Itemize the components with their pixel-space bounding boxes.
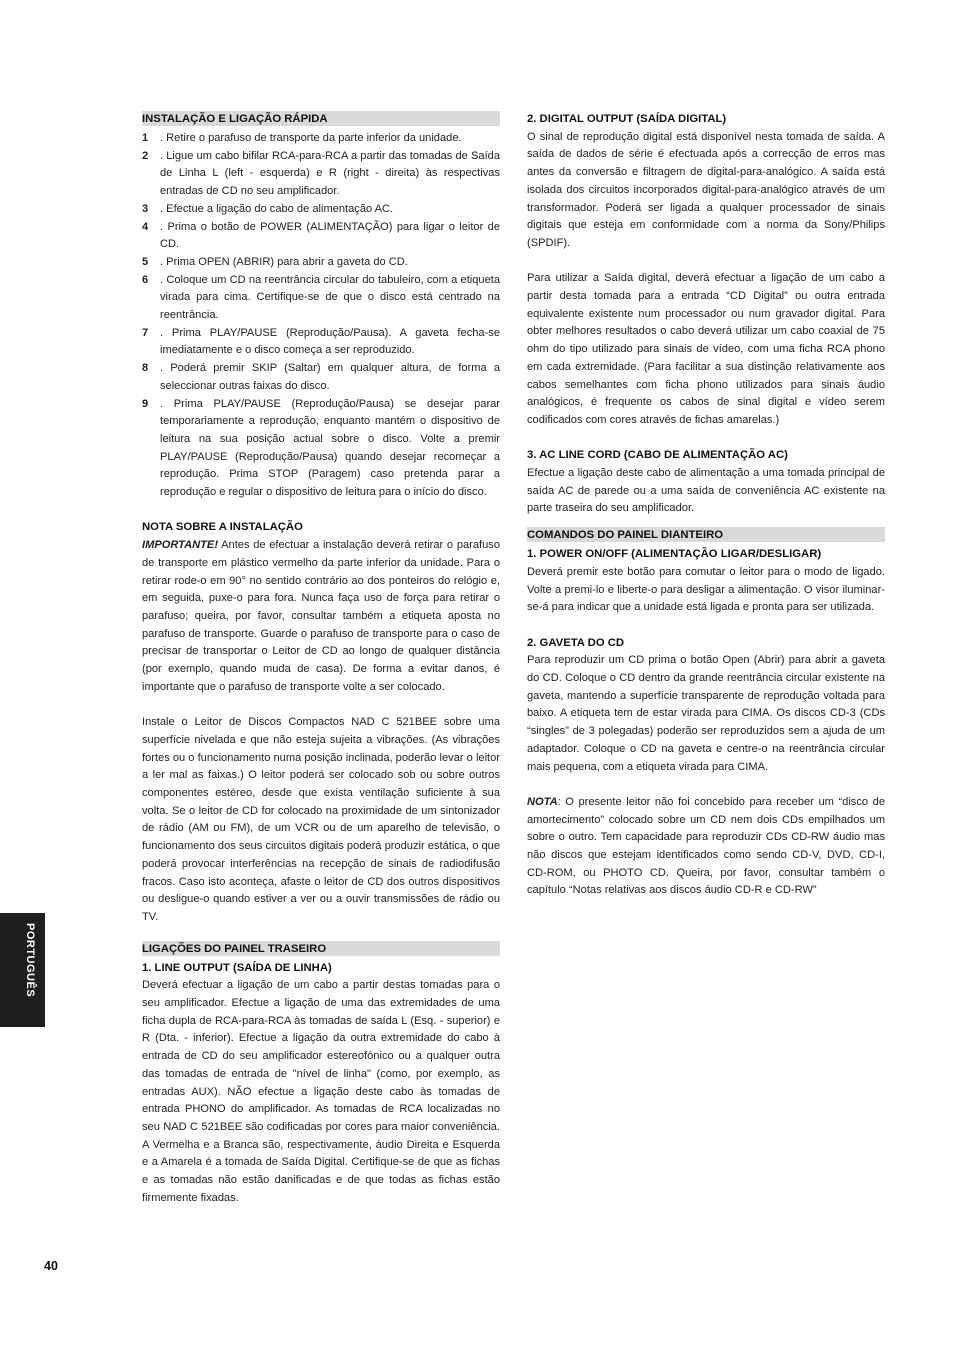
section-header-installation: INSTALAÇÃO E LIGAÇÃO RÁPIDA [142,111,500,126]
power-heading: 1. POWER ON/OFF (ALIMENTAÇÃO LIGAR/DESLIGAR) [527,548,822,561]
step-item: 5 . Prima OPEN (ABRIR) para abrir a gaveta do CD. [142,255,408,268]
cd-drawer-paragraph: Para reproduzir um CD prima o botão Open (Abrir) para abrir a gaveta do CD. Coloque o CD dentro da grande reentrância circular existente na gaveta, mantendo a superfície transparente de reprodução voltada para baixo. A etiqueta tem de estar virada para CIMA. Os discos CD-3 (CDs “singles” de 3 polegadas) poderão ser reproduzidos sem a ajuda de um adaptador. Coloque o CD na gaveta e centre-o na reentrância circular mais pequena, com a etiqueta virada para CIMA. [527,654,885,773]
step-item: 4 . Prima o botão de POWER (ALIMENTAÇÃO) para ligar o leitor de CD. [142,220,500,251]
section-header-front-panel: COMANDOS DO PAINEL DIANTEIRO [527,527,885,542]
section-header-rear-panel: LIGAÇÕES DO PAINEL TRASEIRO [142,941,500,956]
page-number: 40 [44,1259,58,1273]
digital-output-paragraph-1: O sinal de reprodução digital está disponível nesta tomada de saída. A saída de dados de série é efectuada após a correcção de erros mas antes da conversão e filtragem de digital-para-analógico. A saída está isolada dos circuitos incorporados digital-para-analógico através de um transformador. Poderá ser ligada a qualquer processador de sinais digitais que esteja em conformidade com a norma da Sony/Philips (SPDIF). [527,130,885,249]
line-output-heading: 1. LINE OUTPUT (SAÍDA DE LINHA) [142,961,332,974]
digital-output-paragraph-2: Para utilizar a Saída digital, deverá efectuar a ligação de um cabo a partir desta tomada para a entrada “CD Digital” ou outra entrada equivalente existente num processador ou num gravador digital. Para obter melhores resultados o cabo deverá utilizar um cabo coaxial de 75 ohm do tipo utilizado para sinais de vídeo, com uma ficha RCA phono em cada extremidade. (Para facilitar a sua distinção relativamente aos cabos semelhantes com ficha phono utilizados para sinais áudio analógicos, é frequente os cabos de sinal digital e vídeo serem codificados com cores através de fichas amarelas.) [527,272,885,426]
right-column [527,111,885,900]
ac-cord-heading: 3. AC LINE CORD (CABO DE ALIMENTAÇÃO AC) [527,449,788,462]
digital-output-heading: 2. DIGITAL OUTPUT (SAÍDA DIGITAL) [527,113,727,125]
language-side-tab [0,913,45,1027]
line-output-paragraph: Deverá efectuar a ligação de um cabo a partir destas tomadas para o seu amplificador. Efectue a ligação de uma das extremidades de uma ficha dupla de RCA-para-RCA às tomadas de saída L (Esq. - superior) e R (Dta. - inferior). Efectue a ligação da outra extremidade do cabo à entrada de CD do seu amplificador estereofónico ou a qualquer outra das tomadas de entrada de "nível de linha" (como, por exemplo, as entradas AUX). NÃO efectue a ligação deste cabo às tomadas de entrada PHONO do amplificador. As tomadas de RCA localizadas no seu NAD C 521BEE são codificadas por cores para maior conveniência. A Vermelha e a Branca são, respectivamente, áudio Direita e Esquerda e a Amarela é a tomada de Saída Digital. Certifique-se de que as fichas e as tomadas não estão danificadas e de que todas as fichas estão firmemente fixadas. [142,979,500,1204]
step-item: 6 . Coloque um CD na reentrância circular do tabuleiro, com a etiqueta virada para cima. Certifique-se de que o disco está centrado na reentrância. [142,273,500,322]
step-item: 1 . Retire o parafuso de transporte da parte inferior da unidade. [142,132,462,144]
install-paragraph: Instale o Leitor de Discos Compactos NAD C 521BEE sobre uma superfície nivelada e que não esteja sujeita a vibrações. (As vibrações fortes ou o funcionamento numa posição inclinada, poderão levar o leitor a ler mal as faixas.) O leitor poderá ser colocado sob ou sobre outros componentes estéreo, desde que exista ventilação suficiente à sua volta. Se o leitor de CD for colocado na proximidade de um sintonizador de rádio (AM ou FM), de um VCR ou de um aparelho de televisão, o funcionamento dos seus circuitos digitais poderá produzir estática, o que poderá provocar interferências na recepção de sinais de radiodifusão fracos. Caso isto aconteça, afaste o leitor de CD dos outros dispositivos ou desligue-o quando estiver a ver ou a ouvir transmissões de rádio ou TV. [142,716,500,923]
important-label: IMPORTANTE! [142,539,219,552]
step-item: 8 . Poderá premir SKIP (Saltar) em qualquer altura, de forma a seleccionar outras faixas do disco. [142,362,500,392]
step-item: 7 . Prima PLAY/PAUSE (Reprodução/Pausa). A gaveta fecha-se imediatamente e o disco começa a ser reproduzido. [142,326,500,357]
nota-label: NOTA [527,795,558,808]
note-heading: NOTA SOBRE A INSTALAÇÃO [142,521,303,534]
ac-cord-paragraph: Efectue a ligação deste cabo de alimentação a uma tomada principal de saída AC de parede ou a uma saída de conveniência AC existente na parte traseira do seu amplificador. [527,467,885,515]
note-paragraph: IMPORTANTE! Antes de efectuar a instalação deverá retirar o parafuso de transporte em plástico vermelho da parte inferior da unidade. Para o retirar rode-o em 90° no sentido contrário ao dos ponteiros do relógio e, em seguida, puxe-o para fora. Nunca faça uso de força para retirar o parafuso; queira, por favor, consultar também a etiqueta aposta no parafuso de transporte. Guarde o parafuso de transporte para o caso de precisar de transportar o Leitor de CD ao longo de qualquer distância (por exemplo, quando muda de casa). De forma a evitar danos, é importante que o parafuso de transporte volte a ser colocado. [142,539,500,693]
cd-drawer-heading: 2. GAVETA DO CD [527,636,625,649]
left-column [142,111,500,1207]
installation-steps [142,130,500,502]
step-item: 9 . Prima PLAY/PAUSE (Reprodução/Pausa) se desejar parar temporariamente a reprodução, enquanto mantém o dispositivo de leitura na sua posição actual sobre o disco. Volte a premir PLAY/PAUSE (Reprodução/Pausa) quando desejar recomeçar a reprodução. Prima STOP (Paragem) caso pretenda parar a reprodução e regular o dispositivo de leitura para o início do disco. [142,397,500,499]
nota-paragraph: NOTA: O presente leitor não foi concebido para receber um “disco de amortecimento” colocado sobre um CD nem dois CDs empilhados um sobre o outro. Tem capacidade para reproduzir CDs CD-RW áudio mas não discos que estejam identificados como sendo CD-V, DVD, CD-I, CD-ROM, ou PHOTO CD. Queira, por favor, consultar também o capítulo “Notas relativas aos discos áudio CD-R e CD-RW” [527,795,885,897]
step-item: 3 . Efectue a ligação do cabo de alimentação AC. [142,202,394,215]
step-item: 2 . Ligue um cabo bifilar RCA-para-RCA a partir das tomadas de Saída de Linha L (left - esquerda) e R (right - direita) às respectivas entradas de CD no seu amplificador. [142,149,500,198]
power-paragraph: Deverá premir este botão para comutar o leitor para o modo de ligado. Volte a premi-lo e liberte-o para desligar a alimentação. O visor iluminar-se-á para indicar que a unidade está ligada e pronta para ser utilizada. [527,565,885,614]
language-label: PORTUGUÊS [24,923,36,998]
